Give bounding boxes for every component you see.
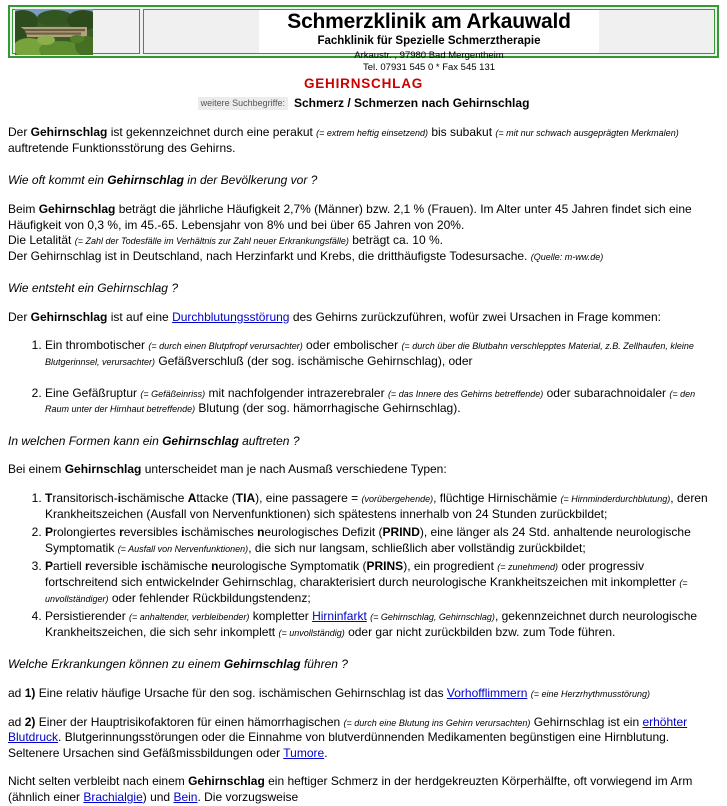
search-terms-label: weitere Suchbegriffe: [198,97,288,111]
text-run: Gehirnschlag [30,309,108,324]
text-run: Die Letalität [8,233,75,248]
text-run: Nicht selten verbleibt nach einem [8,774,189,789]
list-item [45,609,719,640]
text-run: eurologisches Defizit ( [264,525,383,540]
text-run: (= anhaltender, verbleibender) [129,612,250,623]
text-run: (= Hirnminderdurchblutung) [560,494,671,505]
text-run: ransitorisch- [52,491,118,506]
text-run: (= unvollständiger) [45,578,688,604]
text-run: ), eine länger als 24 Std. anhaltende neurologische Symptomatik [45,525,691,555]
text-run: (= das Innere des Gehirns betreffende) [387,388,544,399]
page-title: GEHIRNSCHLAG [303,76,424,91]
text-run: Der Gehirnschlag ist in Deutschland, nach Herzinfarkt und Krebs, die dritthäufigste Todesursache. [8,248,531,263]
text-run: (= Gefäßeinriss) [140,388,206,399]
text-run: . [324,745,328,760]
header-title-box [259,10,599,74]
search-terms-row [0,96,727,112]
site-address: Arkaustr. , 97980 Bad Mergentheim [354,49,504,61]
text-run: Blutung (der sog. hämorrhagische Gehirnschlag). [195,401,461,416]
text-run: Gehirnschlag [107,173,184,188]
text-run: ist gekennzeichnet durch eine perakut [107,125,317,140]
text-run: eversible [89,559,142,574]
text-run: . Die vorzugsweise [197,789,299,804]
header-photo-cell [12,9,140,54]
text-run: (= Gehirnschlag, Gehirnschlag) [370,612,495,623]
text-run: Ein thrombotischer [45,338,149,353]
text-run: (= durch einen Blutpfropf verursachter) [148,341,303,352]
clinic-photo [15,9,93,55]
text-run: führen ? [300,657,348,672]
text-run: r [119,525,124,540]
text-run: (= unvollständig) [278,627,345,638]
text-link[interactable]: Tumore [283,745,325,760]
article [0,111,727,805]
text-run: eurologische Symptomatik ( [218,559,367,574]
text-run: Eine relativ häufige Ursache für den sog. ischämischen Gehirnschlag ist das [35,685,447,700]
text-run: P [45,525,54,540]
header-title-cell [143,9,715,74]
question-paragraph [8,173,719,189]
text-run: In welchen Formen kann ein [8,433,163,448]
text-run: des Gehirns zurückzuführen, wofür zwei Ursachen in Frage kommen: [289,309,661,324]
text-run: (= Zahl der Todesfälle im Verhältnis zur Zahl neuer Erkrankungsfälle) [74,236,349,247]
paragraph [8,310,719,326]
text-run: schämische [121,491,188,506]
text-run: eversibles [123,525,182,540]
text-run: Gehirnschlag [30,125,108,140]
text-run: ), eine passagere = [255,491,362,506]
text-run: i [117,491,122,506]
text-run: P [45,559,54,574]
text-run: kompletter [249,609,313,624]
text-run: T [45,491,53,506]
text-run: Gehirnschlag [188,774,265,789]
text-run: 1) [24,685,36,700]
paragraph [8,715,719,762]
text-run: (= zunehmend) [497,562,559,573]
text-run: oder progressiv fortschreitend sich entwickelnder Gehirnschlag, charakterisiert durch neurologische Krankheitszeichen mit inkompletter [45,559,680,590]
question-paragraph [8,434,719,450]
text-link[interactable]: Brachialgie [83,789,143,804]
text-run: ad [8,714,25,729]
text-run: (vorübergehende) [361,494,434,505]
text-run: n [211,559,219,574]
text-run: . Blutgerinnungsstörungen oder die Einnahme von blutverdünnenden Medikamenten begünstigen eine Hirnblutung. Seltenere Ursachen sind Gefäßmissbildungen oder [8,730,670,760]
text-link[interactable]: Durchblutungsstörung [172,309,290,324]
text-run: TIA [235,491,256,506]
ordered-list [8,338,719,416]
text-run: artiell [53,559,86,574]
question-paragraph [8,281,719,297]
text-run: PRINS [366,559,404,574]
list-item [45,559,719,606]
text-run: Beim [8,201,39,216]
text-run: Der [8,125,31,140]
text-run: , flüchtige Hirnischämie [433,491,561,506]
text-run: 2) [24,714,36,729]
text-run: i [141,559,145,574]
text-link[interactable]: Bein [173,789,198,804]
text-run: Gehirnschlag [162,433,239,448]
text-run: ttacke ( [196,491,236,506]
text-run: beträgt die jährliche Häufigkeit 2,7% (Männer) bzw. 2,1 % (Frauen). Im Alter unter 45 Jahren findet sich eine Häufigkeit von 0,3 %, im 45.-65. Lebensjahr von 8% und bei über 65 Jahren von 20%. [8,201,692,232]
text-run: oder subarachnoidaler [543,385,670,400]
list-item [45,386,719,417]
text-run: (Quelle: m-ww.de) [530,251,604,262]
text-run: unterscheidet man je nach Ausmaß verschiedene Typen: [141,462,447,477]
text-run: Der [8,309,31,324]
text-run: Welche Erkrankungen können zu einem [8,657,224,672]
question-paragraph [8,657,719,673]
paragraph [8,202,719,264]
text-run: (= Ausfall von Nervenfunktionen) [117,543,249,554]
text-run: Persistierender [45,609,130,624]
list-item [45,525,719,556]
text-run: auftretende Funktionsstörung des Gehirns. [8,140,236,155]
search-terms: Schmerz / Schmerzen nach Gehirnschlag [293,95,530,110]
text-run: Gehirnschlag [64,462,142,477]
text-run: Bei einem [8,462,65,477]
list-item [45,338,719,369]
text-run: A [187,491,197,506]
text-run: in der Bevölkerung vor ? [183,173,318,188]
text-run: ist auf eine [107,309,173,324]
text-run: ) und [142,789,174,804]
text-run: oder embolischer [302,338,402,353]
text-run: schämische [144,559,212,574]
text-run: n [257,525,265,540]
text-run: (= durch über die Blutbahn verschlepptes Material, z.B. Zellhaufen, kleine Blutgerinnsel, verursachter) [45,341,694,368]
site-header [8,5,719,74]
text-run: oder gar nicht zurückbilden bzw. zum Tode führen. [344,624,616,639]
text-run: Einer der Hauptrisikofaktoren für einen hämorrhagischen [35,714,344,729]
site-title: Schmerzklinik am Arkauwald [287,10,571,33]
text-run: i [181,525,185,540]
text-run: r [85,559,90,574]
text-run: (= durch eine Blutung ins Gehirn verursachten) [343,717,531,728]
text-run: (= eine Herzrhythmusstörung) [530,688,651,699]
text-run: bis subakut [427,125,496,140]
text-run: Gehirnschlag ist ein [530,714,643,729]
paragraph [8,774,719,805]
site-phone: Tel. 07931 545 0 * Fax 545 131 [362,62,496,74]
site-subtitle: Fachklinik für Spezielle Schmerztherapie [317,35,541,48]
paragraph [8,686,719,702]
paragraph [8,462,719,478]
text-run: , deren Krankheitszeichen (Ausfall von Nervenfunktionen) sich spätestens innerhalb von 24 Stunden zurückbildet; [45,491,708,521]
text-run: Wie oft kommt ein [8,173,108,188]
text-run: Eine Gefäßruptur [45,385,141,400]
text-run: , gekennzeichnet durch neurologische Krankheitszeichen, die sich sehr inkomplett [45,609,698,639]
text-link[interactable]: erhöhter Blutdruck [8,714,688,745]
text-run: (= extrem heftig einsetzend) [316,128,428,139]
text-run: (= den Raum unter der Hirnhaut betreffende) [45,388,696,415]
text-run: Gefäßverschluß (der sog. ischämische Gehirnschlag), oder [155,354,473,369]
text-run: auftreten ? [238,433,300,448]
list-item [45,491,719,522]
text-run: ad [8,685,25,700]
text-run: schämisches [184,525,258,540]
text-run: rolongiertes [53,525,120,540]
text-run: mit nachfolgender intrazerebraler [205,385,388,400]
paragraph [8,125,719,156]
text-run: Gehirnschlag [223,657,301,672]
text-run: ein heftiger Schmerz in der herdgekreuzten Körperhälfte, oft vorwiegend im Arm (ähnlich einer [8,774,693,804]
text-link[interactable]: Hirninfarkt [312,609,367,624]
text-run: , die sich nur langsam, schließlich aber vollständig zurückbildet; [248,540,586,555]
ordered-list [8,491,719,640]
text-run: (= mit nur schwach ausgeprägten Merkmalen) [495,128,679,139]
text-run: PRIND [382,525,420,540]
text-run: beträgt ca. 10 %. [348,233,443,248]
text-run: oder fehlender Rückbildungstendenz; [108,590,311,605]
text-run: Wie entsteht ein Gehirnschlag ? [8,281,178,296]
text-run: Gehirnschlag [38,201,116,216]
text-run: ), ein progredient [403,559,498,574]
text-link[interactable]: Vorhofflimmern [446,685,528,700]
